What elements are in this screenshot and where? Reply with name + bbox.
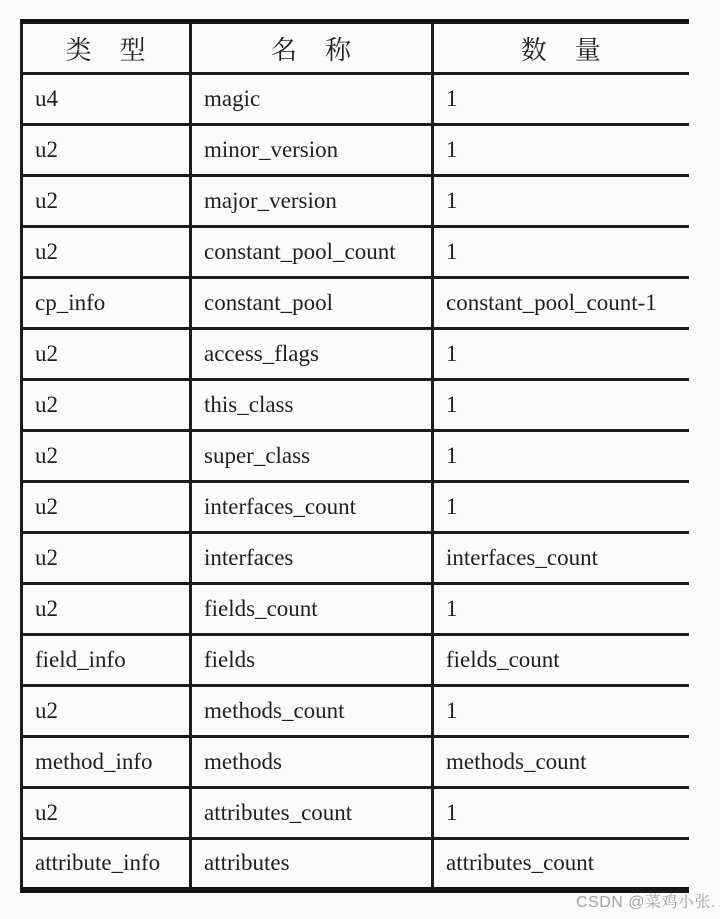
cell-count: 1 [433,482,689,533]
cell-type: u2 [22,533,191,584]
cell-name: methods_count [191,686,433,737]
table-row [22,329,689,380]
cell-name: major_version [191,176,433,227]
cell-count: 1 [433,584,689,635]
header-row [22,22,689,74]
classfile-table [20,19,689,893]
cell-count: 1 [433,329,689,380]
table-body [22,74,689,890]
cell-name: minor_version [191,125,433,176]
column-header-name: 名 称 [191,22,433,74]
table-row [22,431,689,482]
cell-type: u4 [22,74,191,125]
table-row [22,176,689,227]
cell-type: u2 [22,329,191,380]
table-row [22,788,689,839]
cell-type: u2 [22,482,191,533]
cell-type: method_info [22,737,191,788]
cell-name: interfaces [191,533,433,584]
cell-name: attributes_count [191,788,433,839]
cell-type: field_info [22,635,191,686]
cell-type: u2 [22,380,191,431]
cell-count: 1 [433,74,689,125]
table-row [22,737,689,788]
cell-name: methods [191,737,433,788]
table-row [22,533,689,584]
table-row [22,686,689,737]
table-row [22,482,689,533]
cell-name: constant_pool [191,278,433,329]
cell-name: fields_count [191,584,433,635]
cell-count: 1 [433,431,689,482]
cell-type: u2 [22,431,191,482]
cell-name: fields [191,635,433,686]
cell-type: u2 [22,584,191,635]
cell-name: magic [191,74,433,125]
cell-name: access_flags [191,329,433,380]
cell-type: u2 [22,686,191,737]
cell-name: interfaces_count [191,482,433,533]
cell-count: methods_count [433,737,689,788]
table-row [22,584,689,635]
table-row [22,227,689,278]
table-row [22,635,689,686]
cell-count: attributes_count [433,839,689,890]
table-row [22,74,689,125]
cell-count: 1 [433,125,689,176]
table-row [22,278,689,329]
cell-type: u2 [22,227,191,278]
cell-count: constant_pool_count-1 [433,278,689,329]
table-row [22,839,689,890]
cell-name: constant_pool_count [191,227,433,278]
cell-count: 1 [433,176,689,227]
cell-type: u2 [22,125,191,176]
cell-count: 1 [433,686,689,737]
cell-type: attribute_info [22,839,191,890]
cell-count: interfaces_count [433,533,689,584]
cell-type: u2 [22,788,191,839]
cell-name: attributes [191,839,433,890]
cell-type: u2 [22,176,191,227]
cell-count: 1 [433,227,689,278]
table-row [22,380,689,431]
csdn-watermark: CSDN @菜鸡小张. [576,894,716,911]
cell-name: super_class [191,431,433,482]
column-header-type: 类 型 [22,22,191,74]
table-row [22,125,689,176]
cell-count: 1 [433,380,689,431]
cell-count: 1 [433,788,689,839]
cell-count: fields_count [433,635,689,686]
cell-type: cp_info [22,278,191,329]
table-header [22,22,689,74]
classfile-format-table-container [20,19,689,893]
column-header-count: 数 量 [433,22,689,74]
cell-name: this_class [191,380,433,431]
